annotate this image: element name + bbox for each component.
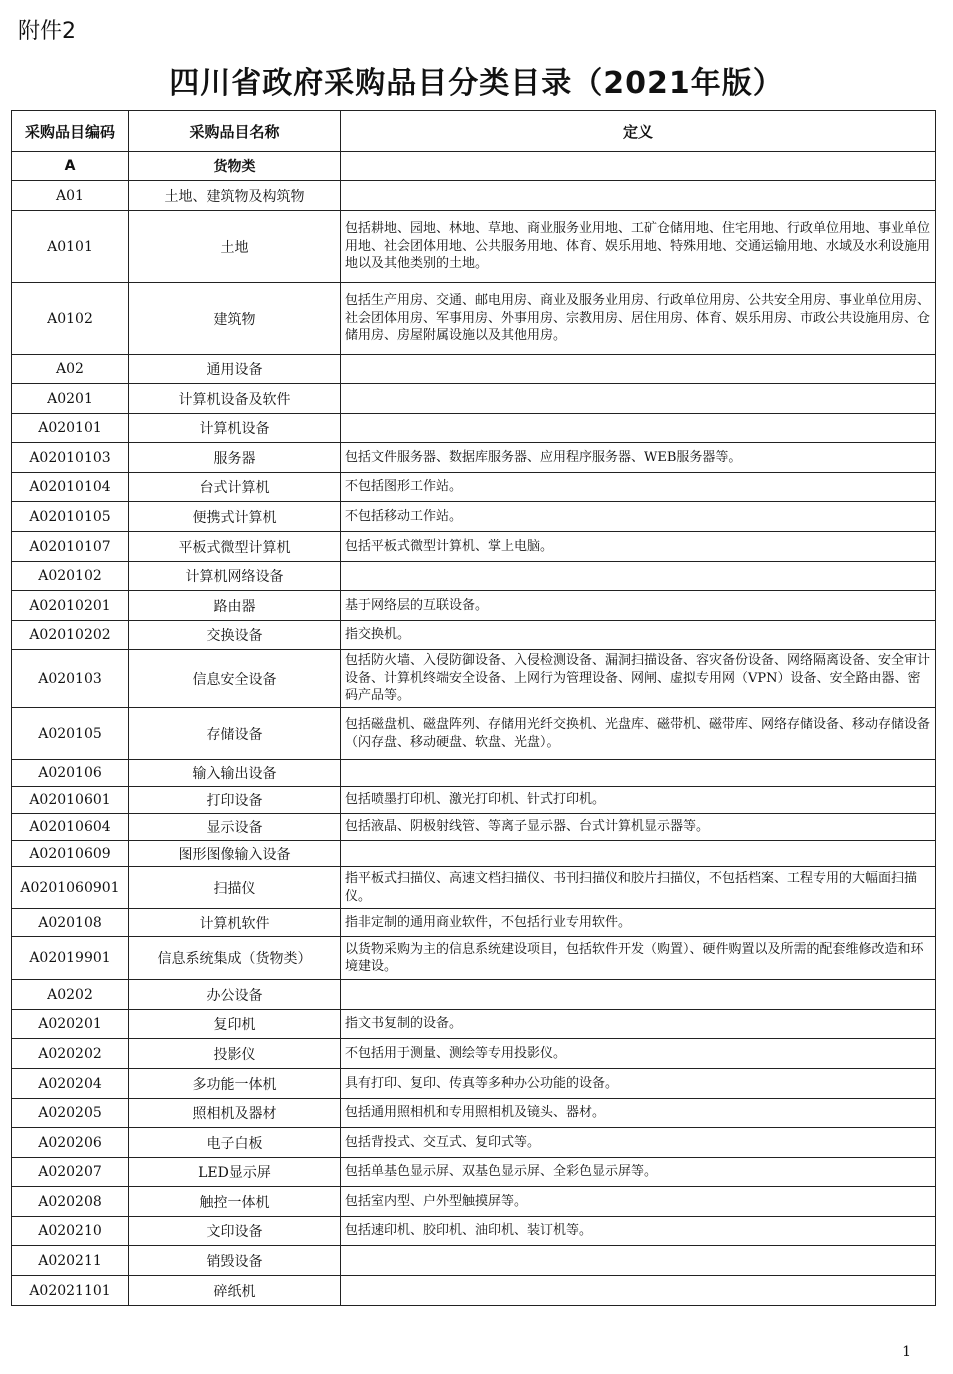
table-row	[12, 937, 936, 980]
row-definition: 指文书复制的设备。	[341, 1010, 936, 1039]
row-name: 信息安全设备	[129, 650, 341, 708]
row-definition: 包括背投式、交互式、复印式等。	[341, 1128, 936, 1158]
row-definition	[341, 841, 936, 867]
table-row	[12, 1246, 936, 1276]
row-definition: 包括耕地、园地、林地、草地、商业服务业用地、工矿仓储用地、住宅用地、行政单位用地、事业单位用地、社会团体用地、公共服务用地、体育、娱乐用地、特殊用地、交通运输用地、水域及水利设施用地以及其他类别的土地。	[341, 211, 936, 283]
table-row	[12, 1069, 936, 1099]
row-code: A020207	[12, 1158, 129, 1187]
row-name: LED显示屏	[129, 1158, 341, 1187]
row-code: A020106	[12, 760, 129, 787]
table-row	[12, 814, 936, 841]
row-code: A020103	[12, 650, 129, 708]
row-name: 通用设备	[129, 355, 341, 384]
table-row	[12, 1039, 936, 1069]
table-row	[12, 562, 936, 591]
table-row	[12, 414, 936, 443]
page-number: 1	[902, 1344, 911, 1360]
attachment-label: 附件2	[18, 19, 76, 44]
row-definition: 包括通用照相机和专用照相机及镜头、器材。	[341, 1099, 936, 1128]
row-name: 显示设备	[129, 814, 341, 841]
table-row	[12, 443, 936, 473]
row-definition	[341, 1276, 936, 1306]
row-definition: 包括室内型、户外型触摸屏等。	[341, 1187, 936, 1217]
row-code: A02021101	[12, 1276, 129, 1306]
row-name: 计算机网络设备	[129, 562, 341, 591]
row-definition: 指平板式扫描仪、高速文档扫描仪、书刊扫描仪和胶片扫描仪，不包括档案、工程专用的大幅面扫描仪。	[341, 867, 936, 909]
row-definition: 包括平板式微型计算机、掌上电脑。	[341, 532, 936, 562]
row-code: A02010103	[12, 443, 129, 473]
row-code: A02010201	[12, 591, 129, 621]
table-row	[12, 708, 936, 760]
row-code: A01	[12, 181, 129, 211]
row-code: A02010202	[12, 621, 129, 650]
row-definition	[341, 562, 936, 591]
row-code: A020204	[12, 1069, 129, 1099]
table-row	[12, 787, 936, 814]
row-definition: 基于网络层的互联设备。	[341, 591, 936, 621]
row-definition	[341, 414, 936, 443]
row-name: 复印机	[129, 1010, 341, 1039]
row-definition	[341, 760, 936, 787]
header-code: 采购品目编码	[12, 111, 129, 152]
row-name: 路由器	[129, 591, 341, 621]
row-code: A020102	[12, 562, 129, 591]
table-header-row	[12, 111, 936, 152]
table-row	[12, 152, 936, 181]
table-row	[12, 980, 936, 1010]
row-code: A02010609	[12, 841, 129, 867]
table-row	[12, 473, 936, 502]
table-row	[12, 621, 936, 650]
table-row	[12, 650, 936, 708]
row-name: 计算机设备及软件	[129, 384, 341, 414]
row-code: A02010604	[12, 814, 129, 841]
table-row	[12, 1099, 936, 1128]
table-row	[12, 909, 936, 937]
row-name: 计算机软件	[129, 909, 341, 937]
row-definition: 包括喷墨打印机、激光打印机、针式打印机。	[341, 787, 936, 814]
row-code: A0102	[12, 283, 129, 355]
row-definition: 包括速印机、胶印机、油印机、装订机等。	[341, 1217, 936, 1246]
table-row	[12, 1128, 936, 1158]
row-code: A02010107	[12, 532, 129, 562]
row-definition	[341, 1246, 936, 1276]
row-name: 办公设备	[129, 980, 341, 1010]
row-name: 台式计算机	[129, 473, 341, 502]
table-row	[12, 502, 936, 532]
table-row	[12, 760, 936, 787]
row-code: A02010104	[12, 473, 129, 502]
row-definition	[341, 384, 936, 414]
row-code: A02019901	[12, 937, 129, 980]
row-definition: 包括液晶、阴极射线管、等离子显示器、台式计算机显示器等。	[341, 814, 936, 841]
row-name: 交换设备	[129, 621, 341, 650]
row-name: 土地	[129, 211, 341, 283]
table-row	[12, 283, 936, 355]
row-name: 存储设备	[129, 708, 341, 760]
row-code: A020210	[12, 1217, 129, 1246]
row-definition: 包括单基色显示屏、双基色显示屏、全彩色显示屏等。	[341, 1158, 936, 1187]
row-name: 扫描仪	[129, 867, 341, 909]
row-code: A020211	[12, 1246, 129, 1276]
row-name: 电子白板	[129, 1128, 341, 1158]
table-row	[12, 1010, 936, 1039]
row-name: 照相机及器材	[129, 1099, 341, 1128]
row-name: 土地、建筑物及构筑物	[129, 181, 341, 211]
row-definition: 指交换机。	[341, 621, 936, 650]
table-row	[12, 841, 936, 867]
row-definition	[341, 152, 936, 181]
row-definition: 不包括图形工作站。	[341, 473, 936, 502]
row-definition: 具有打印、复印、传真等多种办公功能的设备。	[341, 1069, 936, 1099]
row-code: A020202	[12, 1039, 129, 1069]
row-name: 货物类	[129, 152, 341, 181]
header-definition: 定义	[341, 111, 936, 152]
row-name: 计算机设备	[129, 414, 341, 443]
table-row	[12, 1276, 936, 1306]
row-name: 图形图像输入设备	[129, 841, 341, 867]
row-code: A020108	[12, 909, 129, 937]
row-code: A0201	[12, 384, 129, 414]
table-row	[12, 532, 936, 562]
table-row	[12, 1158, 936, 1187]
row-name: 便携式计算机	[129, 502, 341, 532]
row-name: 建筑物	[129, 283, 341, 355]
table-row	[12, 355, 936, 384]
row-definition: 包括磁盘机、磁盘阵列、存储用光纤交换机、光盘库、磁带机、磁带库、网络存储设备、移动存储设备（闪存盘、移动硬盘、软盘、光盘）。	[341, 708, 936, 760]
row-code: A020105	[12, 708, 129, 760]
row-code: A	[12, 152, 129, 181]
row-name: 服务器	[129, 443, 341, 473]
table-row	[12, 384, 936, 414]
row-name: 销毁设备	[129, 1246, 341, 1276]
row-name: 打印设备	[129, 787, 341, 814]
document-title: 四川省政府采购品目分类目录（2021年版）	[169, 66, 784, 101]
row-code: A0201060901	[12, 867, 129, 909]
row-code: A0202	[12, 980, 129, 1010]
row-code: A020206	[12, 1128, 129, 1158]
table-row	[12, 1187, 936, 1217]
row-name: 多功能一体机	[129, 1069, 341, 1099]
row-name: 碎纸机	[129, 1276, 341, 1306]
row-code: A02	[12, 355, 129, 384]
table-row	[12, 591, 936, 621]
row-definition: 不包括用于测量、测绘等专用投影仪。	[341, 1039, 936, 1069]
row-code: A02010105	[12, 502, 129, 532]
row-code: A02010601	[12, 787, 129, 814]
row-definition: 不包括移动工作站。	[341, 502, 936, 532]
row-name: 平板式微型计算机	[129, 532, 341, 562]
row-definition: 以货物采购为主的信息系统建设项目，包括软件开发（购置）、硬件购置以及所需的配套维修改造和环境建设。	[341, 937, 936, 980]
row-code: A020208	[12, 1187, 129, 1217]
row-definition: 包括文件服务器、数据库服务器、应用程序服务器、WEB服务器等。	[341, 443, 936, 473]
header-name: 采购品目名称	[129, 111, 341, 152]
row-code: A020201	[12, 1010, 129, 1039]
row-definition	[341, 980, 936, 1010]
row-code: A0101	[12, 211, 129, 283]
table-body	[12, 152, 936, 1306]
row-name: 触控一体机	[129, 1187, 341, 1217]
row-definition: 包括防火墙、入侵防御设备、入侵检测设备、漏洞扫描设备、容灾备份设备、网络隔离设备、安全审计设备、计算机终端安全设备、上网行为管理设备、网闸、虚拟专用网（VPN）设备、安全路由器、密码产品等。	[341, 650, 936, 708]
row-code: A020101	[12, 414, 129, 443]
table-row	[12, 1217, 936, 1246]
table-row	[12, 867, 936, 909]
row-definition	[341, 355, 936, 384]
table-row	[12, 211, 936, 283]
row-name: 输入输出设备	[129, 760, 341, 787]
catalog-table	[11, 110, 936, 1306]
row-definition: 指非定制的通用商业软件，不包括行业专用软件。	[341, 909, 936, 937]
table-row	[12, 181, 936, 211]
row-definition: 包括生产用房、交通、邮电用房、商业及服务业用房、行政单位用房、公共安全用房、事业单位用房、社会团体用房、军事用房、外事用房、宗教用房、居住用房、体育、娱乐用房、市政公共设施用房、仓储用房、房屋附属设施以及其他用房。	[341, 283, 936, 355]
row-definition	[341, 181, 936, 211]
row-name: 文印设备	[129, 1217, 341, 1246]
row-code: A020205	[12, 1099, 129, 1128]
row-name: 投影仪	[129, 1039, 341, 1069]
row-name: 信息系统集成（货物类）	[129, 937, 341, 980]
